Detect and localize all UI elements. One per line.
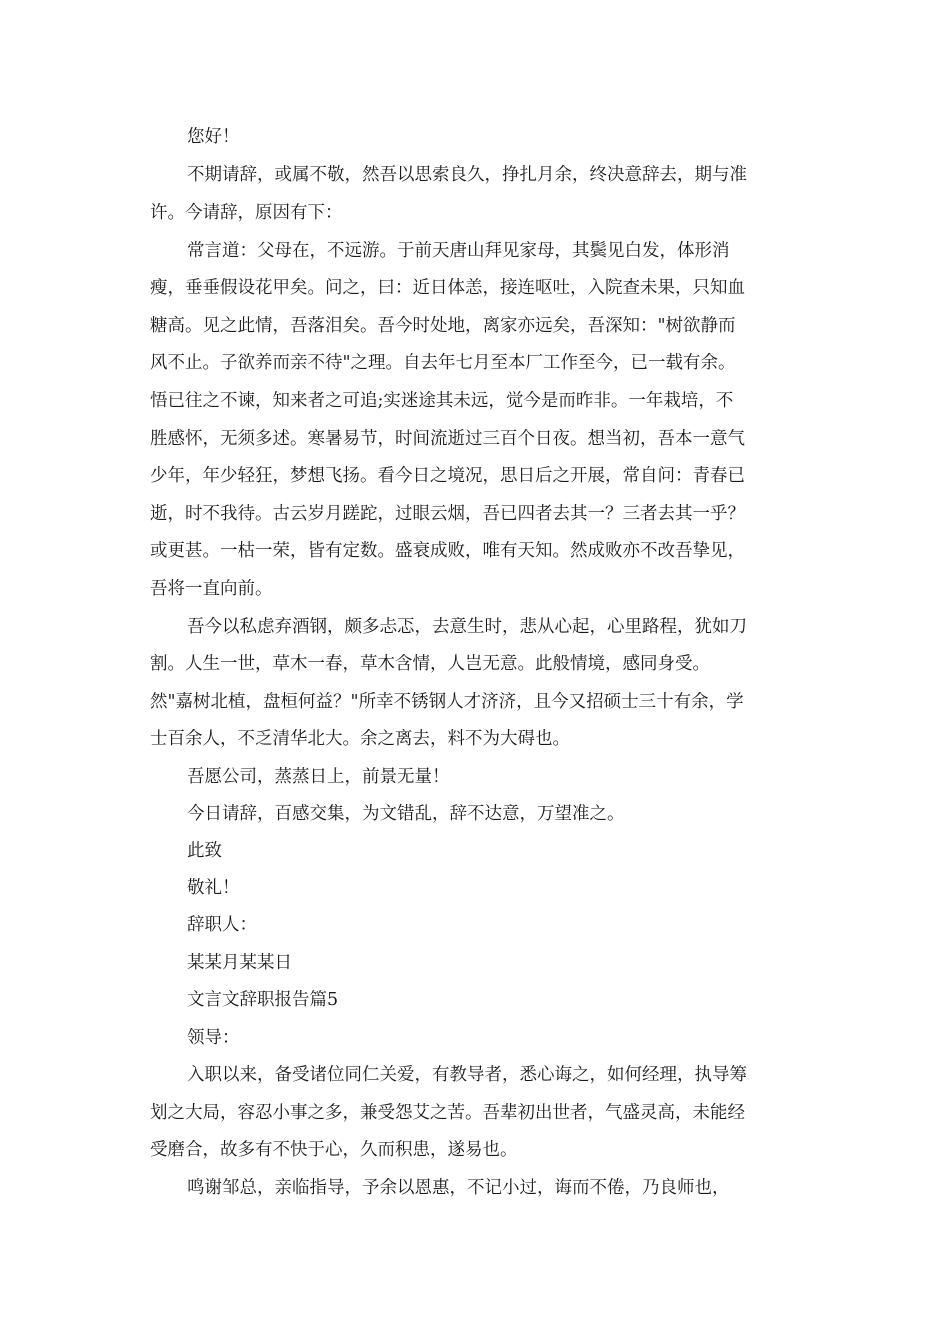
text-line: 割。人生一世，草木一春，草木含情，人岂无意。此般情境，感同身受。 bbox=[150, 654, 710, 674]
text-line: 吾将一直向前。 bbox=[150, 579, 273, 599]
section-heading: 文言文辞职报告篇5 bbox=[187, 990, 339, 1010]
text-line: 敬礼！ bbox=[187, 878, 240, 898]
text-line: 常言道：父母在，不远游。于前天唐山拜见家母，其鬓见白发，体形消 bbox=[187, 241, 730, 261]
text-line: 划之大局，容忍小事之多，兼受怨艾之苦。吾辈初出世者，气盛灵高，未能经 bbox=[150, 1103, 745, 1123]
text-line: 受磨合，故多有不快于心，久而积患，遂易也。 bbox=[150, 1140, 518, 1160]
text-line: 您好！ bbox=[187, 127, 240, 147]
text-line: 吾愿公司，蒸蒸日上，前景无量！ bbox=[187, 767, 450, 787]
text-line: 悟已往之不谏，知来者之可追;实迷途其未远，觉今是而昨非。一年栽培，不 bbox=[150, 391, 734, 411]
text-line: 此致 bbox=[187, 841, 222, 861]
text-line: 逝，时不我待。古云岁月蹉跎，过眼云烟，吾已四者去其一？三者去其一乎？ bbox=[150, 504, 745, 524]
text-line: 或更甚。一枯一荣，皆有定数。盛衰成败，唯有天知。然成败亦不改吾挚见， bbox=[150, 541, 745, 561]
text-line: 然"嘉树北植，盘桓何益？"所幸不锈钢人才济济，且今又招硕士三十有余，学 bbox=[150, 692, 744, 712]
text-line: 胜感怀，无须多述。寒暑易节，时间流逝过三百个日夜。想当初，吾本一意气 bbox=[150, 429, 745, 449]
text-line: 少年，年少轻狂，梦想飞扬。看今日之境况，思日后之开展，常自问：青春已 bbox=[150, 466, 745, 486]
text-line: 辞职人： bbox=[187, 915, 257, 935]
text-line: 领导： bbox=[187, 1028, 240, 1048]
text-line: 糖高。见之此情，吾落泪矣。吾今时处地，离家亦远矣，吾深知："树欲静而 bbox=[150, 316, 736, 336]
text-line: 风不止。子欲养而亲不待"之理。自去年七月至本厂工作至今，已一载有余。 bbox=[150, 353, 736, 373]
text-line: 某某月某某日 bbox=[187, 953, 292, 973]
text-line: 入职以来，备受诸位同仁关爱，有教导者，悉心诲之，如何经理，执导筹 bbox=[187, 1065, 747, 1085]
text-line: 鸣谢邹总，亲临指导，予余以恩惠，不记小过，诲而不倦，乃良师也， bbox=[187, 1178, 730, 1198]
text-line: 瘦，垂垂假设花甲矣。问之，曰：近日体恙，接连呕吐，入院查未果，只知血 bbox=[150, 278, 745, 298]
text-line: 不期请辞，或属不敬，然吾以思索良久，挣扎月余，终决意辞去，期与准 bbox=[187, 165, 747, 185]
text-line: 士百余人，不乏清华北大。余之离去，料不为大碍也。 bbox=[150, 729, 570, 749]
text-line: 许。今请辞，原因有下： bbox=[150, 203, 343, 223]
text-line: 吾今以私虑弃酒钢，颇多忐忑，去意生时，悲从心起，心里路程，犹如刀 bbox=[187, 617, 747, 637]
text-line: 今日请辞，百感交集，为文错乱，辞不达意，万望准之。 bbox=[187, 804, 625, 824]
